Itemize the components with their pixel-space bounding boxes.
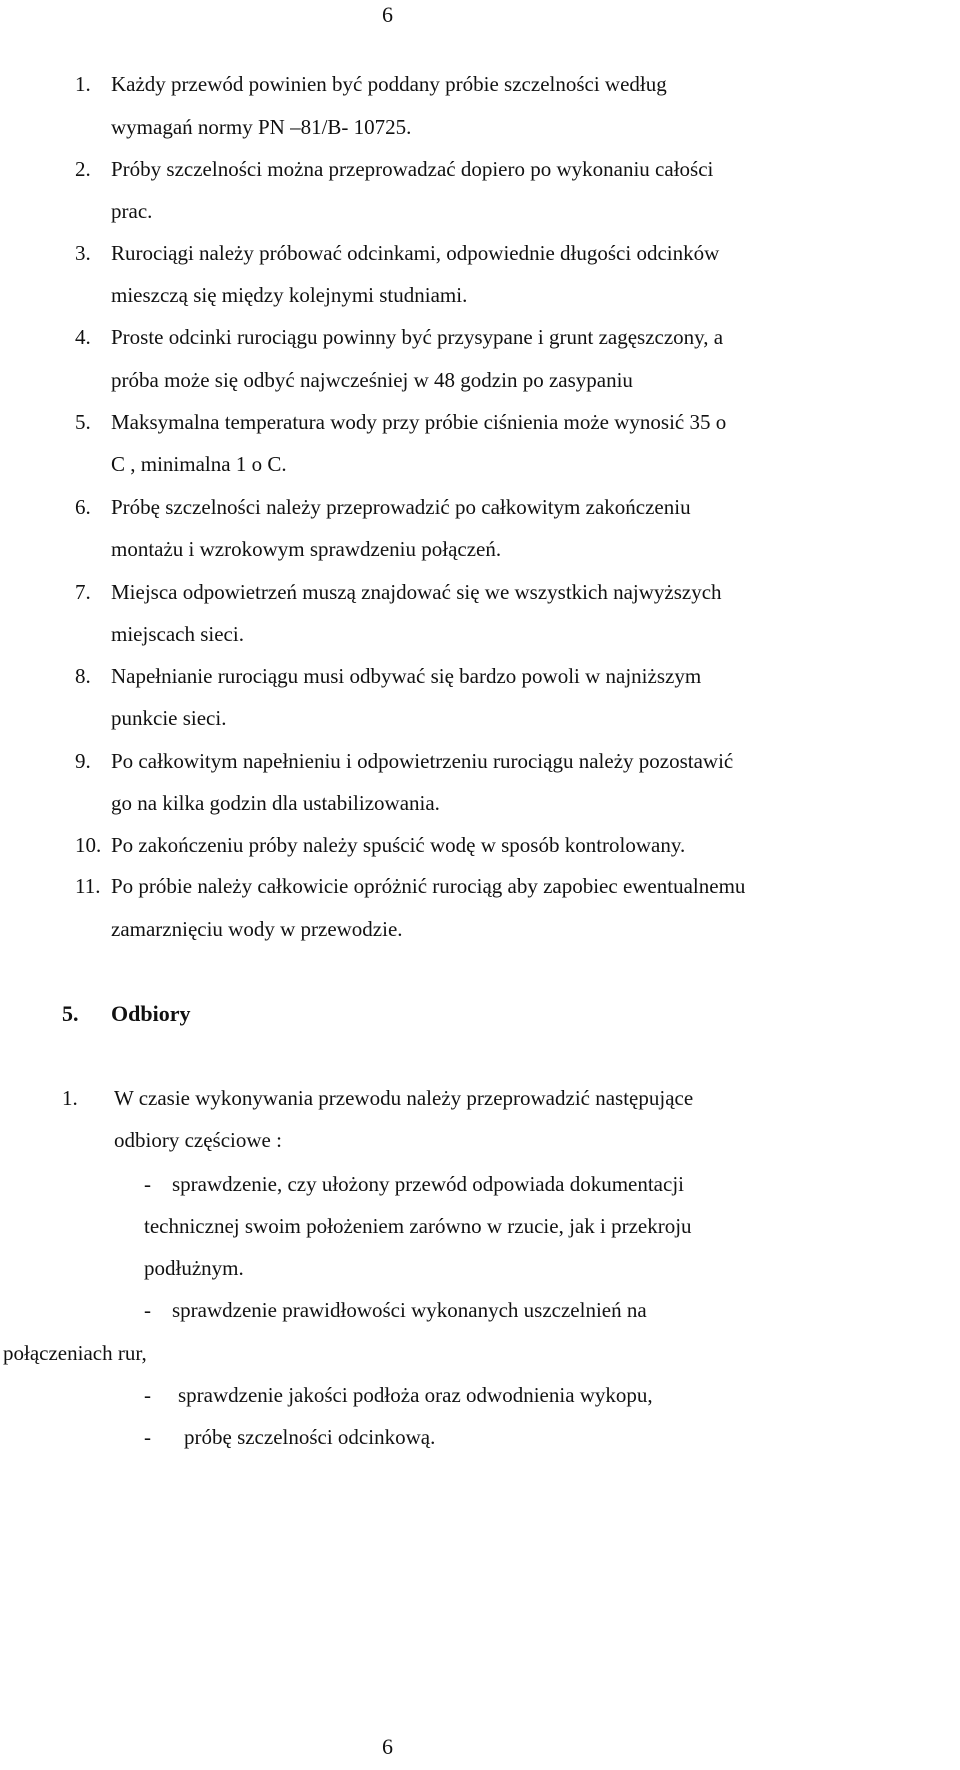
page-number-top: 6 — [382, 2, 393, 27]
list-item-number: 2. — [75, 157, 91, 181]
bullet-dash: - — [144, 1383, 151, 1407]
page-number-bottom: 6 — [382, 1734, 393, 1759]
list-item-line: prac. — [111, 199, 153, 223]
bullet-line: próbę szczelności odcinkową. — [184, 1425, 436, 1449]
list-item-line: W czasie wykonywania przewodu należy przeprowadzić następujące — [114, 1086, 694, 1110]
bullet-dash: - — [144, 1298, 151, 1322]
list-item-line: wymagań normy PN –81/B- 10725. — [111, 115, 412, 139]
bullet-line: sprawdzenie prawidłowości wykonanych uszczelnień na — [172, 1298, 647, 1322]
list-item-line: próba może się odbyć najwcześniej w 48 godzin po zasypaniu — [111, 368, 633, 392]
bullet-line: sprawdzenie, czy ułożony przewód odpowiada dokumentacji — [172, 1172, 684, 1196]
list-item-number: 5. — [75, 410, 91, 434]
list-item-line: Próbę szczelności należy przeprowadzić po całkowitym zakończeniu — [111, 495, 691, 519]
bullet-line: sprawdzenie jakości podłoża oraz odwodnienia wykopu, — [178, 1383, 653, 1407]
list-item-line: zamarznięciu wody w przewodzie. — [111, 917, 403, 941]
list-item-number: 4. — [75, 325, 91, 349]
list-item-line: C , minimalna 1 o C. — [111, 452, 287, 476]
list-item-number: 1. — [62, 1086, 78, 1110]
list-item-line: Proste odcinki rurociągu powinny być przysypane i grunt zagęszczony, a — [111, 325, 724, 349]
list-item-line: Maksymalna temperatura wody przy próbie ciśnienia może wynosić 35 o — [111, 410, 727, 434]
list-item-number: 9. — [75, 749, 91, 773]
list-item-line: mieszczą się między kolejnymi studniami. — [111, 283, 468, 307]
bullet-dash: - — [144, 1425, 151, 1449]
bullet-line: podłużnym. — [144, 1256, 244, 1280]
list-item-number: 11. — [75, 874, 101, 898]
list-item-line: odbiory częściowe : — [114, 1128, 282, 1152]
list-item-number: 8. — [75, 664, 91, 688]
list-item-line: Miejsca odpowietrzeń muszą znajdować się we wszystkich najwyższych — [111, 580, 722, 604]
list-item-line: montażu i wzrokowym sprawdzeniu połączeń. — [111, 537, 502, 561]
list-item-line: Napełnianie rurociągu musi odbywać się bardzo powoli w najniższym — [111, 664, 702, 688]
list-item-number: 10. — [75, 833, 102, 857]
bullet-line-wrap: połączeniach rur, — [3, 1341, 147, 1365]
section-title: Odbiory — [111, 1001, 191, 1026]
list-item-line: Po próbie należy całkowicie opróżnić rurociąg aby zapobiec ewentualnemu — [111, 874, 746, 898]
list-item-line: punkcie sieci. — [111, 706, 227, 730]
list-item-line: Po zakończeniu próby należy spuścić wodę w sposób kontrolowany. — [111, 833, 686, 857]
section-number: 5. — [62, 1001, 79, 1026]
list-item-line: Każdy przewód powinien być poddany próbie szczelności według — [111, 72, 667, 96]
list-item-number: 6. — [75, 495, 91, 519]
list-item-line: Rurociągi należy próbować odcinkami, odpowiednie długości odcinków — [111, 241, 720, 265]
list-item-number: 1. — [75, 72, 91, 96]
bullet-dash: - — [144, 1172, 151, 1196]
list-item-line: miejscach sieci. — [111, 622, 244, 646]
list-item-number: 3. — [75, 241, 91, 265]
list-item-line: Próby szczelności można przeprowadzać dopiero po wykonaniu całości — [111, 157, 714, 181]
list-item-line: go na kilka godzin dla ustabilizowania. — [111, 791, 440, 815]
list-item-line: Po całkowitym napełnieniu i odpowietrzeniu rurociągu należy pozostawić — [111, 749, 734, 773]
bullet-line: technicznej swoim położeniem zarówno w rzucie, jak i przekroju — [144, 1214, 692, 1238]
list-item-number: 7. — [75, 580, 91, 604]
